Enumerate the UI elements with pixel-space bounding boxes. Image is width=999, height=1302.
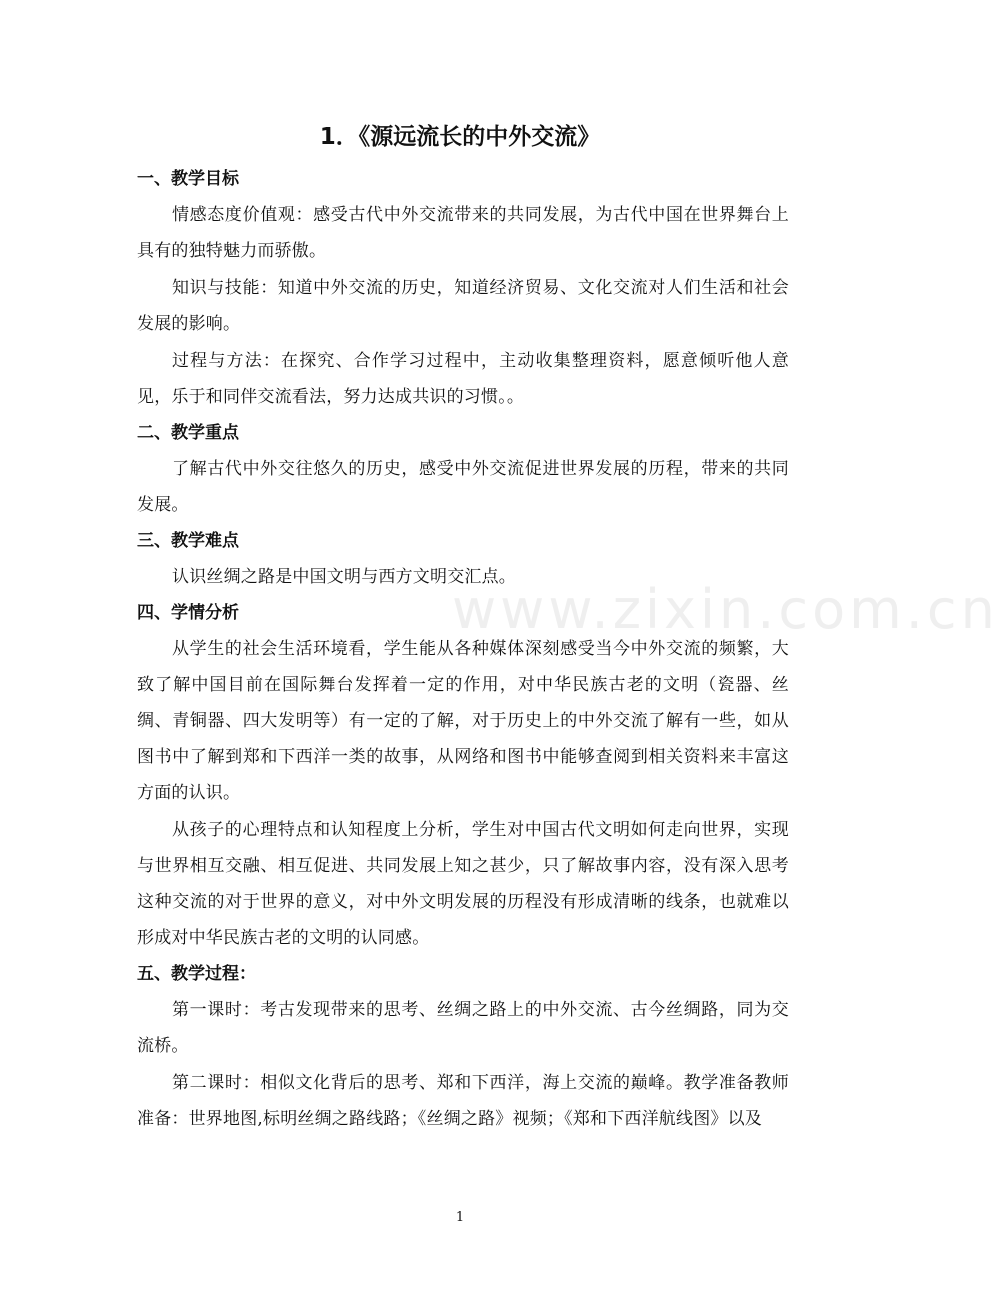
section-heading-key-points: 二、教学重点 — [137, 423, 239, 443]
paragraph: 认识丝绸之路是中国文明与西方文明交汇点。 — [172, 567, 516, 587]
paragraph: 了解古代中外交往悠久的历史，感受中外交流促进世界发展的历程，带来的共同发展。 — [137, 459, 789, 515]
section-heading-difficulties: 三、教学难点 — [137, 531, 239, 551]
section-heading-teaching-process: 五、教学过程： — [137, 964, 256, 984]
page-number: 1 — [455, 1210, 465, 1225]
paragraph: 第二课时：相似文化背后的思考、郑和下西洋，海上交流的巅峰。教学准备教师准备：世界地图,标明丝绸之路线路；《丝绸之路》视频；《郑和下西洋航线图》以及 — [137, 1073, 789, 1129]
paragraph: 情感态度价值观：感受古代中外交流带来的共同发展，为古代中国在世界舞台上具有的独特魅力而骄傲。 — [137, 205, 789, 261]
paragraph: 从孩子的心理特点和认知程度上分析，学生对中国古代文明如何走向世界，实现与世界相互交融、相互促进、共同发展上知之甚少，只了解故事内容，没有深入思考这种交流的对于世界的意义，对中外文明发展的历程没有形成清晰的线条，也就难以形成对中华民族古老的文明的认同感。 — [137, 820, 789, 948]
paragraph: 从学生的社会生活环境看，学生能从各种媒体深刻感受当今中外交流的频繁，大致了解中国目前在国际舞台发挥着一定的作用，对中华民族古老的文明（瓷器、丝绸、青铜器、四大发明等）有一定的了解，对于历史上的中外交流了解有一些，如从图书中了解到郑和下西洋一类的故事，从网络和图书中能够查阅到相关资料来丰富这方面的认识。 — [137, 639, 789, 803]
section-heading-learner-analysis: 四、学情分析 — [137, 603, 239, 623]
paragraph: 知识与技能：知道中外交流的历史，知道经济贸易、文化交流对人们生活和社会发展的影响。 — [137, 278, 789, 334]
watermark: www.zixin.com.cn — [452, 578, 999, 641]
section-heading-objectives: 一、教学目标 — [137, 169, 239, 189]
page-title: 1．《源远流长的中外交流》 — [319, 124, 601, 150]
paragraph: 过程与方法：在探究、合作学习过程中，主动收集整理资料，愿意倾听他人意见，乐于和同伴交流看法，努力达成共识的习惯。。 — [137, 351, 789, 407]
paragraph: 第一课时：考古发现带来的思考、丝绸之路上的中外交流、古今丝绸路，同为交流桥。 — [137, 1000, 789, 1056]
document-body — [137, 162, 789, 1138]
